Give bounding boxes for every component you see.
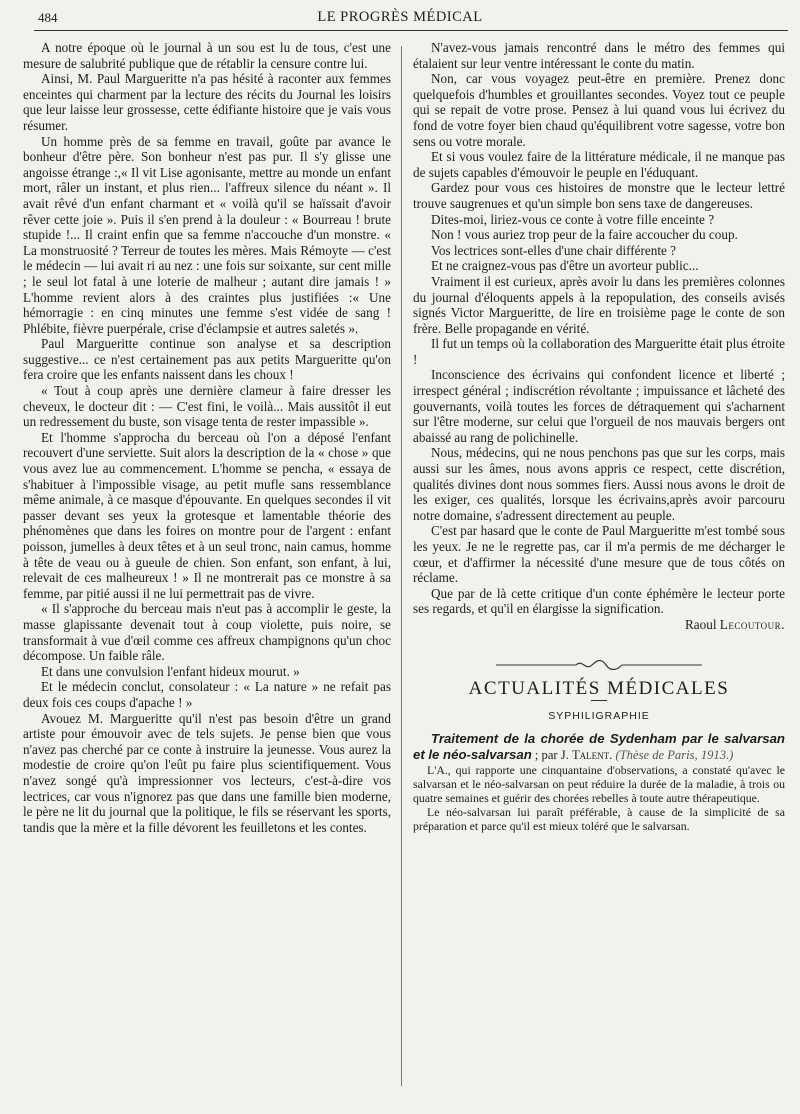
article-source: (Thèse de Paris, 1913.) bbox=[615, 747, 734, 762]
article-heading bbox=[413, 731, 785, 763]
subsection-title: SYPHILIGRAPHIE bbox=[548, 710, 650, 723]
paragraph: Avouez M. Margueritte qu'il n'est pas besoin d'être un grand artiste pour émouvoir avec de tels sujets. Je pense bien que vous n'avez pas cherché par ce conte à instruire la jeunesse. Vous aurez la modestie de croire qu'on l'eût pu faire plus scientifiquement. Vous n'avez songé qu'à impressionner vos lecteurs, c'est-à-dire vos lectrices, car vous n'ignorez pas que dans une famille bien moderne, le père ne lit du journal que la politique, le fils se réservant les sports, tandis que la mère et la fille dévorent les feuilletons et les contes. bbox=[23, 710, 391, 835]
paragraph: Et l'homme s'approcha du berceau où l'on a déposé l'enfant recouvert d'une serviette. Suit alors la description de la « chose » que vous avez lue au commencement. L'homme se pencha, « essaya de s'habituer à l'impossible visage, au petit mufle sans ressemblance même animale, à ce masque d'épouvante. En quelques secondes il vit passer devant ses yeux la grotesque et lamentable théorie des phénomènes que dans les foires on montre pour de l'argent : enfant poisson, jumelles à deux têtes et à un seul tronc, nain camus, homme à tête de veau ou à gueule de chien. Son enfant, son enfant, à lui, relevait de ces malheureux ! » Il ne montrerait pas ce monstre à sa femme, par pitié aussi il ne lui permettrait pas de vivre. bbox=[23, 429, 391, 601]
header-rule bbox=[34, 30, 788, 31]
paragraph: Dites-moi, liriez-vous ce conte à votre fille enceinte ? bbox=[431, 211, 715, 227]
paragraph: « Il s'approche du berceau mais n'eut pas à accomplir le geste, la masse glapissante devenait tout à coup violette, puis noire, se transformait à vue d'œil comme ces affreux champignons qu'un choc décompose. Un faible râle. bbox=[23, 601, 391, 664]
paragraph: Gardez pour vous ces histoires de monstre que le lecteur lettré trouve saugrenues et qu'un simple bon sens taxe de dangereuses. bbox=[413, 180, 785, 211]
ornament-flourish-icon bbox=[494, 657, 704, 673]
paragraph: Le néo-salvarsan lui paraît préférable, à cause de la simplicité de sa préparation et parce qu'il est mieux toléré que le salvarsan. bbox=[413, 804, 785, 833]
title-dash bbox=[591, 700, 607, 701]
paragraph: Que par de là cette critique d'un conte éphémère le lecteur porte ses regards, et qu'il en élargisse la signification. bbox=[413, 585, 785, 617]
right-column bbox=[413, 40, 785, 833]
paragraph: Paul Margueritte continue son analyse et sa description suggestive... ce n'est certainement pas aux petits Margueritte qu'on fera croire que les enfants naissent dans les choux ! bbox=[23, 336, 391, 383]
paragraph: Et le médecin conclut, consolateur : « La nature » ne refait pas deux fois ces coups d'apache ! » bbox=[23, 679, 391, 710]
paragraph: Et dans une convulsion l'enfant hideux mourut. » bbox=[41, 663, 300, 679]
paragraph: Inconscience des écrivains qui confondent licence et liberté ; irrespect général ; indiscrétion révoltante ; impuissance et lâcheté des gouvernants, voilà toutes les forces de détraquement qui s'acharnent sur l'être moderne, sur celui que l'orgueil de nos mauvais bergers ont abaissé au rang de polichinelle. bbox=[413, 367, 785, 445]
paragraph: Ainsi, M. Paul Margueritte n'a pas hésité à raconter aux femmes enceintes qui charment par la lecture des récits du Journal les loisirs que leur laisse leur grossesse, cette édifiante histoire que je vais vous résumer. bbox=[23, 71, 391, 133]
paragraph: Non ! vous auriez trop peur de la faire accoucher du coup. bbox=[431, 227, 738, 243]
paragraph: Il fut un temps où la collaboration des Margueritte était plus étroite ! bbox=[413, 336, 785, 367]
paragraph: Et ne craignez-vous pas d'être un avorteur public... bbox=[431, 258, 699, 274]
section-title: ACTUALITÉS MÉDICALES bbox=[468, 677, 730, 699]
paragraph: Nous, médecins, qui ne nous penchons pas que sur les corps, mais aussi sur les âmes, nous avons appris ce respect, cette discrétion, qualités divines dont nous sommes fiers. Aussi nous avons le droit de les exiger, ces qualités, lorsque les écrivains,après avoir parcouru notre domaine, s'adressent directement au peuple. bbox=[413, 445, 785, 523]
paragraph: L'A., qui rapporte une cinquantaine d'observations, a constaté qu'avec le salvarsan et le néo-salvarsan on peut réduire la durée de la maladie, à trois ou quatre semaines et guérir des chorées rebelles à toute autre thérapeutique. bbox=[413, 762, 785, 805]
paragraph: A notre époque où le journal à un sou est lu de tous, c'est une mesure de salubrité publique que de rétablir la censure contre lui. bbox=[23, 40, 391, 71]
signature-first-name: Raoul bbox=[684, 616, 717, 632]
page-number: 484 bbox=[38, 10, 58, 25]
paragraph: Et si vous voulez faire de la littérature médicale, il ne manque pas de sujets capables d'émouvoir le peuple en l'éduquant. bbox=[413, 149, 785, 180]
paragraph: Vraiment il est curieux, après avoir lu dans les premières colonnes du journal d'éloquents appels à la repopulation, des conseils avisés signés Victor Margueritte, de lire en troisième page le conte de son frère. Belle propagande en vérité. bbox=[413, 273, 785, 336]
signature bbox=[413, 617, 785, 633]
paragraph: Un homme près de sa femme en travail, goûte par avance le bonheur d'être père. Son bonheur n'est pas pur. Il s'y glisse une angoisse étrange :,« Il vit Lise agonisante, mettre au monde un enfant mort, râler un instant, et plus rien... l'affreux silence du néant ». Il avait rêvé d'un enfant charmant et « voilà qu'il se haïssait d'avoir rêver cette joie ». Puis il s'en prend à la douleur : « Bourreau ! brute stupide !... Il craint enfin que sa femme n'accouche d'un monstre. « La monstruosité ? Terreur de toutes les mères. Mais Rémoyte — c'est le médecin — lui avait ri au nez : une fois sur soixante, sur cent mille ; le seul lot fatal à une loterie de malheur ; autant dire jamais ! » L'homme revient alors à des craintes plus justifiées :« Une hémorragie : en cinq minutes une femme s'est vidée de sang ! Phlébite, fièvre puerpérale, crise d'éclampsie et autres saletés ». bbox=[23, 133, 391, 336]
paragraph: C'est par hasard que le conte de Paul Margueritte m'est tombé sous les yeux. Je ne le regrette pas, car il m'a permis de me décharger le cœur, et d'affirmer la nécessité d'une mesure que de tous côtés on réclame. bbox=[413, 523, 785, 586]
left-column bbox=[23, 40, 391, 835]
paragraph: Non, car vous voyagez peut-être en première. Prenez donc quelquefois d'humbles et grouillantes secondes. Voyez tout ce peuple qui se repait de votre prose. Pensez à lui quand vous lui écrivez du fond de votre foyer bien chaud qu'équilibrent votre sagesse, votre bon sens ou votre morale. bbox=[413, 71, 785, 149]
article-author: Talent. bbox=[571, 747, 613, 762]
paragraph: N'avez-vous jamais rencontré dans le métro des femmes qui étalaient sur leur ventre intéressant le conte du matin. bbox=[413, 40, 785, 71]
running-head: LE PROGRÈS MÉDICAL bbox=[317, 9, 483, 25]
paragraph: Vos lectrices sont-elles d'une chair différente ? bbox=[431, 242, 677, 258]
article-by: ; par J. bbox=[531, 747, 569, 762]
signature-last-name: Lecoutour. bbox=[719, 616, 785, 632]
article-title: Traitement de la chorée de Sydenham par le salvarsan et le néo-salvarsan bbox=[413, 730, 785, 762]
column-divider bbox=[401, 46, 402, 1086]
article-body bbox=[413, 763, 785, 833]
paragraph: « Tout à coup après une dernière clameur à faire dresser les cheveux, le docteur dit : — C'est fini, le voilà... Mais aussitôt il eut un redressement du buste, son visage tenta de rester impassible ». bbox=[23, 383, 391, 430]
